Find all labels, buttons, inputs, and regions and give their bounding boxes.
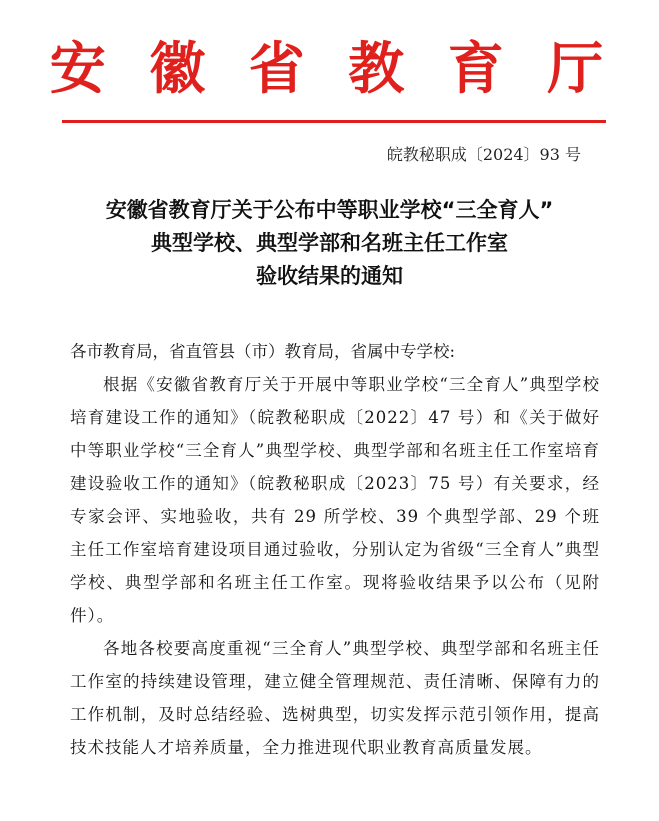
document-title xyxy=(40,194,619,293)
salutation: 各市教育局，省直管县（市）教育局，省属中专学校: xyxy=(70,342,456,361)
organization-header: 安 徽 省 教 育 厅 xyxy=(49,37,616,102)
body-paragraph-2: 各地各校要高度重视“三全育人”典型学校、典型学部和名班主任工作室的持续建设管理，建立健全管理规范、责任清晰、保障有力的工作机制，及时总结经验、选树典型，切实发挥示范引领作用，提高技术技能人才培养质量，全力推进现代职业教育高质量发展。 xyxy=(70,639,600,757)
document-body xyxy=(70,335,600,764)
body-paragraph-1: 根据《安徽省教育厅关于开展中等职业学校“三全育人”典型学校培育建设工作的通知》（皖教秘职成〔2022〕47 号）和《关于做好中等职业学校“三全育人”典型学校、典型学部和名班主任工作室培育建设验收工作的通知》（皖教秘职成〔2023〕75 号）有关要求，经专家会评、实地验收，共有 29 所学校、39 个典型学部、29 个班主任工作室培育建设项目通过验收，分别认定为省级“三全育人”典型学校、典型学部和名班主任工作室。现将验收结果予以公布（见附件）。 xyxy=(70,375,600,625)
title-line-3: 验收结果的通知 xyxy=(256,264,403,288)
title-line-1: 安徽省教育厅关于公布中等职业学校“三全育人” xyxy=(105,198,554,222)
document-number: 皖教秘职成〔2024〕93 号 xyxy=(386,145,581,164)
title-line-2: 典型学校、典型学部和名班主任工作室 xyxy=(151,231,508,255)
red-divider-line xyxy=(62,120,606,123)
